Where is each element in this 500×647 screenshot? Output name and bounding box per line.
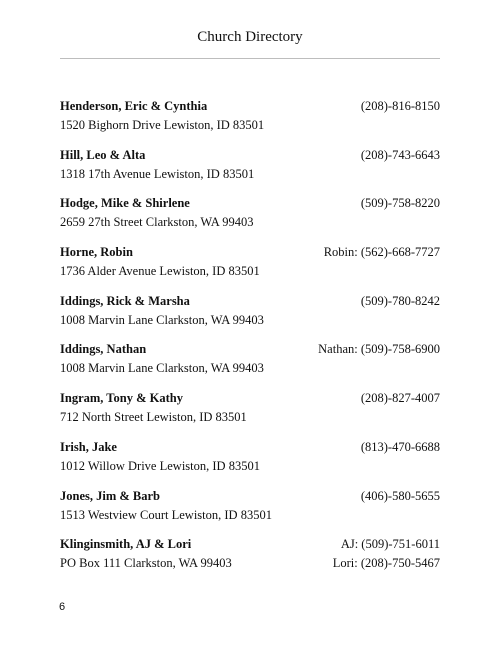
directory-entry: [60, 292, 440, 341]
entry-name: Klinginsmith, AJ & Lori: [60, 537, 192, 552]
entry-name: Hodge, Mike & Shirlene: [60, 196, 190, 211]
entry-address: 1736 Alder Avenue Lewiston, ID 83501: [60, 264, 260, 279]
entry-name: Jones, Jim & Barb: [60, 488, 160, 503]
entry-address: 712 North Street Lewiston, ID 83501: [60, 410, 247, 425]
entry-phone: (208)-827-4007: [360, 391, 440, 406]
directory-entry: [60, 243, 440, 292]
entry-address: PO Box 111 Clarkston, WA 99403: [60, 556, 232, 571]
directory-entry: [60, 389, 440, 438]
entry-address: 1012 Willow Drive Lewiston, ID 83501: [60, 458, 260, 473]
directory-entry: [60, 194, 440, 243]
entry-address: 2659 27th Street Clarkston, WA 99403: [60, 215, 254, 230]
directory-entry: [60, 487, 440, 536]
entry-phone: (813)-470-6688: [360, 439, 440, 454]
entry-address: 1520 Bighorn Drive Lewiston, ID 83501: [60, 118, 265, 132]
entry-address: 1008 Marvin Lane Clarkston, WA 99403: [60, 361, 264, 376]
entry-name: Irish, Jake: [60, 439, 117, 454]
entry-name: Hill, Leo & Alta: [60, 147, 146, 162]
entry-address: 1513 Westview Court Lewiston, ID 83501: [60, 507, 272, 522]
page-header: Church Directory: [197, 29, 303, 45]
entry-name: Henderson, Eric & Cynthia: [60, 99, 208, 113]
entry-name: Horne, Robin: [60, 245, 133, 260]
entry-phone-secondary: Lori: (208)-750-5467: [332, 556, 440, 571]
entry-address: 1318 17th Avenue Lewiston, ID 83501: [60, 166, 255, 181]
directory-entry: [60, 146, 440, 195]
entry-phone: AJ: (509)-751-6011: [340, 537, 440, 552]
entry-phone: Nathan: (509)-758-6900: [318, 342, 440, 357]
entry-name: Ingram, Tony & Kathy: [60, 391, 183, 406]
entry-phone: (509)-780-8242: [360, 293, 440, 308]
page-number: 6: [59, 601, 66, 613]
directory-entry: [60, 97, 440, 146]
entry-address: 1008 Marvin Lane Clarkston, WA 99403: [60, 312, 264, 327]
directory-entry: [60, 438, 440, 487]
directory-list: [60, 97, 440, 584]
entry-name: Iddings, Rick & Marsha: [60, 293, 190, 308]
header-divider: [60, 58, 440, 59]
entry-phone: Robin: (562)-668-7727: [323, 245, 440, 260]
directory-entry: [60, 340, 440, 389]
directory-entry: [60, 535, 440, 584]
entry-name: Iddings, Nathan: [60, 342, 147, 357]
entry-phone: (208)-816-8150: [360, 99, 440, 113]
entry-phone: (208)-743-6643: [360, 147, 440, 162]
entry-phone: (509)-758-8220: [360, 196, 440, 211]
entry-phone: (406)-580-5655: [360, 488, 440, 503]
